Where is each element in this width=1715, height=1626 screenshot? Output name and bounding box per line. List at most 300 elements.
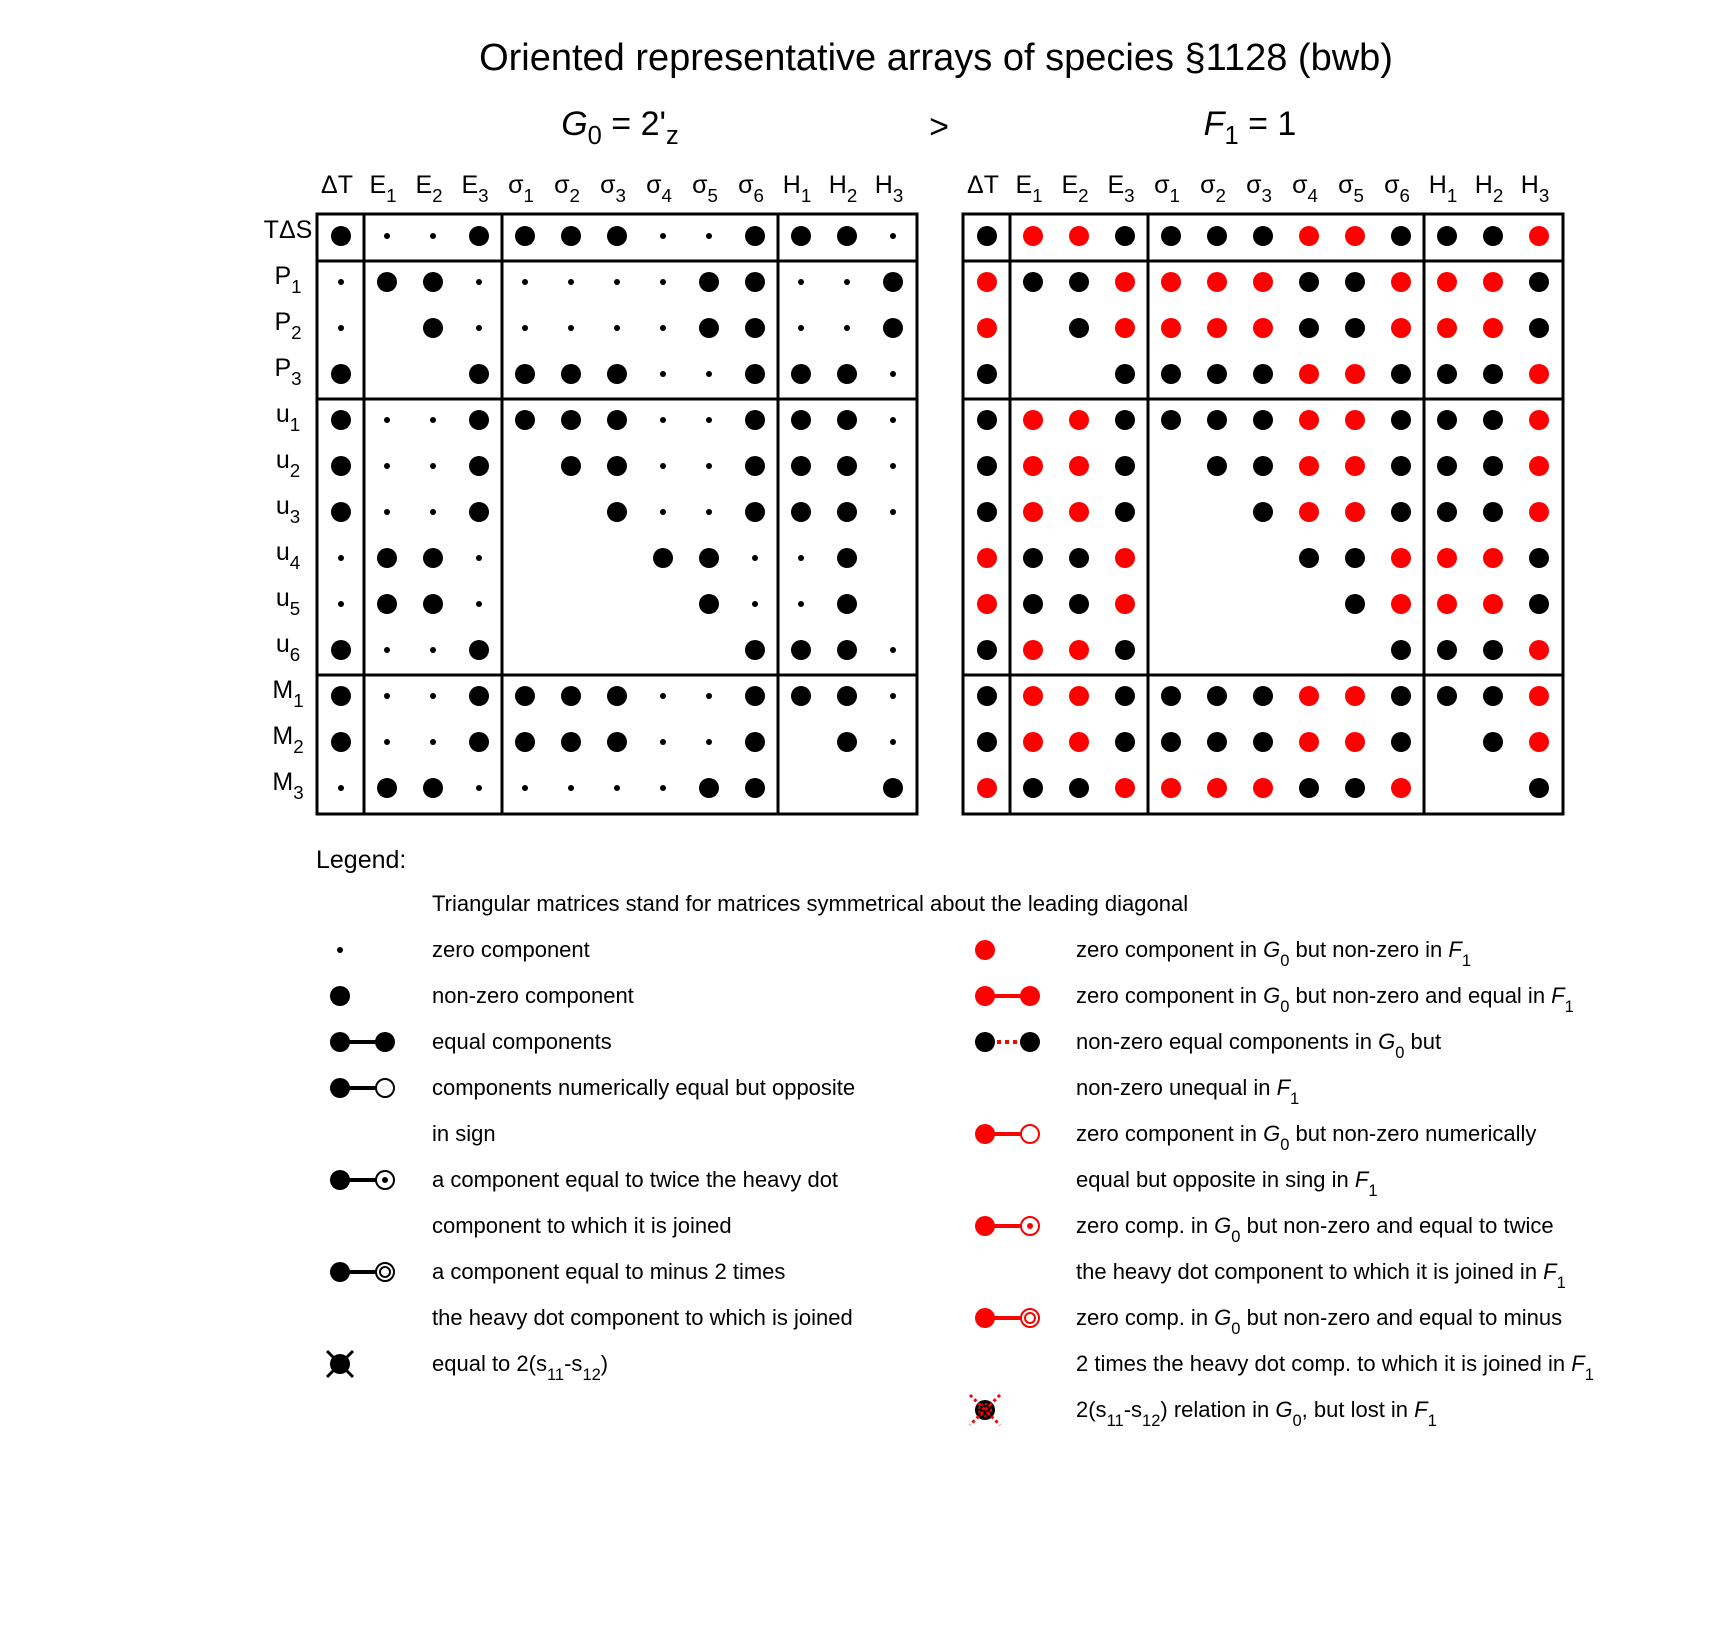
g0-nonzero-dot — [745, 364, 765, 384]
g0-nonzero-dot — [515, 732, 535, 752]
g0-nonzero-dot — [791, 502, 811, 522]
legend-note: Triangular matrices stand for matrices symmetrical about the leading diagonal — [432, 891, 1189, 916]
g0-col-header: $E_3$ — [461, 171, 489, 206]
g0-nonzero-dot — [331, 364, 351, 384]
f1-nonzero-dot — [1483, 226, 1503, 246]
g0-zero-dot — [844, 325, 850, 331]
g0-nonzero-dot — [515, 686, 535, 706]
f1-red-dot — [1207, 272, 1227, 292]
row-header: $u_3$ — [275, 492, 301, 527]
f1-nonzero-dot — [1069, 548, 1089, 568]
g0-zero-dot — [752, 555, 758, 561]
g0-zero-dot — [890, 739, 896, 745]
f1-nonzero-dot — [1207, 686, 1227, 706]
g0-zero-dot — [706, 509, 712, 515]
f1-red-dot — [1299, 502, 1319, 522]
g0-zero-dot — [476, 785, 482, 791]
f1-col-header: $\sigma_3$ — [1246, 171, 1272, 206]
g0-nonzero-dot — [561, 410, 581, 430]
g0-zero-dot — [430, 647, 436, 653]
f1-nonzero-dot — [1299, 272, 1319, 292]
g0-nonzero-dot — [745, 272, 765, 292]
row-header: $u_6$ — [275, 630, 301, 665]
g0-zero-dot — [522, 279, 528, 285]
g0-col-header: $\sigma_2$ — [554, 171, 580, 206]
g0-zero-dot — [706, 233, 712, 239]
f1-nonzero-dot — [1161, 226, 1181, 246]
f1-red-dot — [1069, 640, 1089, 660]
g0-col-header: $H_1$ — [782, 171, 812, 206]
g0-nonzero-dot — [745, 732, 765, 752]
legend-text: a component equal to minus 2 times — [432, 1259, 786, 1284]
g0-nonzero-dot — [837, 640, 857, 660]
small-dot-icon — [337, 947, 343, 953]
g0-nonzero-dot — [699, 272, 719, 292]
f1-red-dot — [1529, 686, 1549, 706]
g0-nonzero-dot — [699, 548, 719, 568]
g0-nonzero-dot — [515, 226, 535, 246]
g0-zero-dot — [384, 739, 390, 745]
g0-zero-dot — [476, 279, 482, 285]
g0-zero-dot — [384, 417, 390, 423]
g0-nonzero-dot — [561, 732, 581, 752]
row-header: $u_2$ — [275, 446, 301, 481]
g0-nonzero-dot — [607, 410, 627, 430]
f1-nonzero-dot — [977, 686, 997, 706]
f1-nonzero-dot — [1483, 732, 1503, 752]
g0-nonzero-dot — [837, 364, 857, 384]
f1-nonzero-dot — [1391, 686, 1411, 706]
g0-nonzero-dot — [837, 686, 857, 706]
g0-zero-dot — [614, 785, 620, 791]
legend-text: a component equal to twice the heavy dot — [432, 1167, 839, 1192]
g0-zero-dot — [798, 601, 804, 607]
g0-nonzero-dot — [791, 410, 811, 430]
g0-nonzero-dot — [837, 502, 857, 522]
g0-nonzero-dot — [883, 318, 903, 338]
f1-nonzero-dot — [1161, 732, 1181, 752]
legend-item — [975, 1029, 1441, 1108]
f1-nonzero-dot — [1023, 778, 1043, 798]
legend — [316, 846, 1594, 1430]
g0-nonzero-dot — [837, 548, 857, 568]
g0-zero-dot — [568, 279, 574, 285]
g0-nonzero-dot — [515, 364, 535, 384]
legend-item — [330, 1259, 853, 1330]
g0-zero-dot — [660, 693, 666, 699]
g0-nonzero-dot — [607, 502, 627, 522]
g0-nonzero-dot — [561, 686, 581, 706]
f1-nonzero-dot — [1345, 594, 1365, 614]
f1-nonzero-dot — [1437, 686, 1457, 706]
g0-nonzero-dot — [469, 364, 489, 384]
legend-text: zero component — [432, 937, 590, 962]
g0-nonzero-dot — [883, 272, 903, 292]
g0-zero-dot — [706, 417, 712, 423]
g0-nonzero-dot — [791, 364, 811, 384]
f1-red-dot — [1299, 456, 1319, 476]
g0-zero-dot — [430, 693, 436, 699]
g0-nonzero-dot — [469, 226, 489, 246]
f1-red-dot — [1529, 364, 1549, 384]
f1-red-dot — [1345, 410, 1365, 430]
g0-zero-dot — [798, 325, 804, 331]
f1-red-dot — [1207, 318, 1227, 338]
legend-item — [337, 937, 590, 962]
f1-red-dot — [1023, 686, 1043, 706]
g0-col-header: $H_3$ — [874, 171, 904, 206]
g0-zero-dot — [430, 233, 436, 239]
g0-nonzero-dot — [745, 456, 765, 476]
g0-nonzero-dot — [607, 732, 627, 752]
f1-red-dot — [1069, 732, 1089, 752]
legend-item — [327, 1351, 608, 1384]
g0-nonzero-dot — [883, 778, 903, 798]
f1-nonzero-dot — [1345, 778, 1365, 798]
g0-zero-dot — [890, 463, 896, 469]
g0-zero-dot — [890, 417, 896, 423]
f1-col-header: $H_2$ — [1474, 171, 1504, 206]
f1-nonzero-dot — [1069, 318, 1089, 338]
relation-symbol: > — [929, 108, 949, 146]
f1-red-dot — [1299, 410, 1319, 430]
g0-zero-dot — [568, 785, 574, 791]
g0-nonzero-dot — [561, 226, 581, 246]
g0-zero-dot — [384, 233, 390, 239]
f1-nonzero-dot — [1253, 226, 1273, 246]
f1-red-dot — [1345, 364, 1365, 384]
g0-zero-dot — [476, 555, 482, 561]
f1-nonzero-dot — [1023, 272, 1043, 292]
f1-nonzero-dot — [1115, 410, 1135, 430]
g0-zero-dot — [384, 647, 390, 653]
legend-item — [975, 1213, 1566, 1292]
f1-nonzero-dot — [1391, 732, 1411, 752]
g0-zero-dot — [338, 555, 344, 561]
f1-red-dot — [1391, 594, 1411, 614]
equal-link-icon — [330, 1032, 395, 1052]
g0-zero-dot — [660, 739, 666, 745]
legend-text: non-zero equal components in $G_0$ but — [1076, 1029, 1442, 1062]
f1-nonzero-dot — [1115, 732, 1135, 752]
g0-zero-dot — [384, 509, 390, 515]
f1-red-dot — [1069, 686, 1089, 706]
f1-nonzero-dot — [1299, 778, 1319, 798]
f1-red-dot — [1437, 594, 1457, 614]
legend-text: the heavy dot component to which it is joined in $F_1$ — [1076, 1259, 1566, 1292]
f1-red-dot — [1437, 548, 1457, 568]
g0-nonzero-dot — [377, 272, 397, 292]
diagram-title: Oriented representative arrays of species §1128 (bwb) — [479, 37, 1393, 79]
g0-col-header: $\sigma_5$ — [692, 171, 718, 206]
g0-nonzero-dot — [423, 594, 443, 614]
f1-nonzero-dot — [1069, 272, 1089, 292]
g0-zero-dot — [660, 509, 666, 515]
legend-item — [975, 1305, 1594, 1384]
g0-nonzero-dot — [745, 640, 765, 660]
legend-item — [330, 1167, 838, 1238]
g0-nonzero-dot — [331, 410, 351, 430]
f1-nonzero-dot — [1207, 364, 1227, 384]
legend-item — [330, 1029, 612, 1054]
g0-col-header: $E_1$ — [369, 171, 397, 206]
row-header: TΔS — [263, 216, 313, 244]
f1-col-header: $\sigma_5$ — [1338, 171, 1364, 206]
f1-red-dot — [1345, 456, 1365, 476]
g0-zero-dot — [660, 279, 666, 285]
g0-nonzero-dot — [745, 226, 765, 246]
f1-nonzero-dot — [1529, 272, 1549, 292]
f1-red-dot — [977, 272, 997, 292]
f1-red-dot — [1069, 410, 1089, 430]
f1-nonzero-dot — [977, 410, 997, 430]
f1-red-dot — [977, 548, 997, 568]
f1-nonzero-dot — [1483, 410, 1503, 430]
g0-nonzero-dot — [837, 410, 857, 430]
g0-col-header: $\sigma_1$ — [508, 171, 534, 206]
legend-text: zero component in $G_0$ but non-zero and equal in $F_1$ — [1076, 983, 1574, 1016]
f1-nonzero-dot — [1253, 732, 1273, 752]
g0-zero-dot — [430, 463, 436, 469]
f1-red-dot — [1529, 456, 1549, 476]
g0-zero-dot — [890, 371, 896, 377]
g0-nonzero-dot — [331, 686, 351, 706]
g0-nonzero-dot — [837, 594, 857, 614]
legend-text: zero component in $G_0$ but non-zero numerically — [1076, 1121, 1537, 1154]
f1-nonzero-dot — [1345, 272, 1365, 292]
f1-nonzero-dot — [1529, 318, 1549, 338]
g0-zero-dot — [660, 233, 666, 239]
f1-red-dot — [1023, 456, 1043, 476]
row-header: $P_3$ — [274, 354, 302, 389]
g0-zero-dot — [890, 647, 896, 653]
g0-zero-dot — [384, 463, 390, 469]
f1-red-dot — [1529, 226, 1549, 246]
f1-red-dot — [1069, 226, 1089, 246]
g0-col-header: $\sigma_4$ — [646, 171, 672, 206]
f1-red-dot — [1069, 456, 1089, 476]
f1-nonzero-dot — [1437, 226, 1457, 246]
g0-nonzero-dot — [331, 456, 351, 476]
legend-text: 2 times the heavy dot comp. to which it is joined in $F_1$ — [1076, 1351, 1594, 1384]
g0-nonzero-dot — [561, 456, 581, 476]
f1-col-header: $E_3$ — [1107, 171, 1135, 206]
f1-nonzero-dot — [1437, 502, 1457, 522]
g0-zero-dot — [798, 555, 804, 561]
f1-nonzero-dot — [1437, 456, 1457, 476]
f1-nonzero-dot — [1253, 686, 1273, 706]
g0-zero-dot — [476, 325, 482, 331]
matrix-f1 — [963, 171, 1563, 814]
g0-zero-dot — [476, 601, 482, 607]
g0-zero-dot — [430, 509, 436, 515]
g0-nonzero-dot — [561, 364, 581, 384]
f1-red-dot — [1253, 778, 1273, 798]
g0-nonzero-dot — [423, 272, 443, 292]
f1-red-dot — [1207, 778, 1227, 798]
f1-red-dot — [1115, 594, 1135, 614]
f1-nonzero-dot — [1253, 502, 1273, 522]
g0-zero-dot — [706, 693, 712, 699]
g0-nonzero-dot — [791, 226, 811, 246]
lost-relation-icon — [970, 1395, 1000, 1425]
f1-nonzero-dot — [1437, 364, 1457, 384]
g0-zero-dot — [890, 233, 896, 239]
f1-nonzero-dot — [1115, 456, 1135, 476]
f1-nonzero-dot — [1207, 732, 1227, 752]
g0-nonzero-dot — [331, 226, 351, 246]
g0-zero-dot — [890, 693, 896, 699]
f1-nonzero-dot — [1115, 686, 1135, 706]
g0-nonzero-dot — [423, 778, 443, 798]
f1-red-dot — [1115, 548, 1135, 568]
g0-nonzero-dot — [837, 732, 857, 752]
g0-nonzero-dot — [791, 640, 811, 660]
f1-red-dot — [1299, 364, 1319, 384]
g0-nonzero-dot — [469, 732, 489, 752]
g0-zero-dot — [338, 785, 344, 791]
f1-nonzero-dot — [1483, 502, 1503, 522]
row-header: $M_1$ — [272, 676, 304, 711]
g0-zero-dot — [338, 325, 344, 331]
row-header: $u_5$ — [275, 584, 301, 619]
f1-red-dot — [1483, 594, 1503, 614]
legend-item — [975, 983, 1574, 1016]
f1-nonzero-dot — [1115, 640, 1135, 660]
f1-red-dot — [1345, 502, 1365, 522]
f1-nonzero-dot — [977, 732, 997, 752]
g0-nonzero-dot — [515, 410, 535, 430]
g0-nonzero-dot — [745, 778, 765, 798]
group-headers — [561, 105, 1296, 150]
f1-red-dot — [1023, 640, 1043, 660]
f1-nonzero-dot — [1483, 364, 1503, 384]
g0-nonzero-dot — [469, 640, 489, 660]
g0-zero-dot — [660, 371, 666, 377]
f1-nonzero-dot — [977, 456, 997, 476]
f1-nonzero-dot — [1391, 502, 1411, 522]
f1-red-dot — [1391, 548, 1411, 568]
g0-nonzero-dot — [331, 502, 351, 522]
g0-zero-dot — [522, 785, 528, 791]
g0-nonzero-dot — [607, 456, 627, 476]
f1-red-dot — [977, 778, 997, 798]
crossed-dot-icon — [327, 1351, 353, 1377]
f1-nonzero-dot — [1483, 640, 1503, 660]
row-header: $u_1$ — [275, 400, 301, 435]
f1-nonzero-dot — [1115, 502, 1135, 522]
row-header: $P_2$ — [274, 308, 302, 343]
red-dot-icon — [975, 940, 995, 960]
f1-red-dot — [1115, 778, 1135, 798]
g0-nonzero-dot — [469, 410, 489, 430]
f1-red-dot — [977, 594, 997, 614]
f1-nonzero-dot — [1391, 226, 1411, 246]
g0-nonzero-dot — [607, 226, 627, 246]
legend-text: component to which it is joined — [432, 1213, 732, 1238]
g0-nonzero-dot — [745, 410, 765, 430]
f1-nonzero-dot — [1023, 548, 1043, 568]
legend-text: equal but opposite in sing in $F_1$ — [1076, 1167, 1378, 1200]
f1-red-dot — [1115, 272, 1135, 292]
g0-nonzero-dot — [745, 502, 765, 522]
f1-red-dot — [1391, 778, 1411, 798]
f1-nonzero-dot — [1069, 778, 1089, 798]
row-header: $P_1$ — [274, 262, 302, 297]
g0-zero-dot — [660, 785, 666, 791]
g0-zero-dot — [338, 601, 344, 607]
f1-red-dot — [1345, 226, 1365, 246]
legend-item — [975, 937, 1471, 970]
g0-zero-dot — [798, 279, 804, 285]
f1-red-dot — [1161, 272, 1181, 292]
f1-nonzero-dot — [977, 502, 997, 522]
legend-item — [975, 1121, 1536, 1200]
f1-red-dot — [1529, 502, 1549, 522]
f1-red-dot — [1391, 272, 1411, 292]
f1-red-dot — [1437, 318, 1457, 338]
f1-red-dot — [1023, 410, 1043, 430]
g0-nonzero-dot — [653, 548, 673, 568]
f1-col-header: $\sigma_6$ — [1384, 171, 1410, 206]
opposite-link-icon — [330, 1078, 394, 1098]
f1-nonzero-dot — [1069, 594, 1089, 614]
f1-col-header: $\sigma_2$ — [1200, 171, 1226, 206]
f1-red-dot — [1161, 778, 1181, 798]
g0-zero-dot — [568, 325, 574, 331]
f1-nonzero-dot — [1391, 456, 1411, 476]
g0-nonzero-dot — [607, 686, 627, 706]
matrix-g0 — [264, 171, 917, 814]
g0-nonzero-dot — [791, 456, 811, 476]
g0-nonzero-dot — [377, 594, 397, 614]
legend-item — [330, 983, 634, 1008]
f1-nonzero-dot — [977, 640, 997, 660]
f1-red-dot — [1069, 502, 1089, 522]
f1-red-dot — [1299, 732, 1319, 752]
f1-nonzero-dot — [1023, 594, 1043, 614]
f1-nonzero-dot — [1161, 364, 1181, 384]
f1-red-dot — [1529, 732, 1549, 752]
g0-zero-dot — [706, 463, 712, 469]
g0-nonzero-dot — [469, 686, 489, 706]
g0-nonzero-dot — [469, 456, 489, 476]
g0-zero-dot — [706, 371, 712, 377]
f1-red-dot — [1391, 318, 1411, 338]
f1-nonzero-dot — [1437, 410, 1457, 430]
f1-red-dot — [1253, 272, 1273, 292]
minus-twice-link-icon — [330, 1262, 394, 1282]
f1-red-dot — [1115, 318, 1135, 338]
g0-nonzero-dot — [423, 548, 443, 568]
legend-text: equal to $2(s_{11}-s_{12})$ — [432, 1351, 609, 1384]
f1-nonzero-dot — [1161, 686, 1181, 706]
f1-col-header: $\sigma_4$ — [1292, 171, 1318, 206]
f1-nonzero-dot — [1253, 364, 1273, 384]
f1-nonzero-dot — [1529, 548, 1549, 568]
g0-col-header: $E_2$ — [415, 171, 443, 206]
f1-red-dot — [1345, 732, 1365, 752]
g0-nonzero-dot — [423, 318, 443, 338]
g0-nonzero-dot — [745, 318, 765, 338]
legend-text: non-zero component — [432, 983, 634, 1008]
f1-red-dot — [1529, 640, 1549, 660]
g0-zero-dot — [430, 417, 436, 423]
f1-nonzero-dot — [977, 364, 997, 384]
g0-zero-dot — [752, 601, 758, 607]
legend-text: zero comp. in $G_0$ but non-zero and equal to minus — [1076, 1305, 1563, 1338]
g0-zero-dot — [844, 279, 850, 285]
